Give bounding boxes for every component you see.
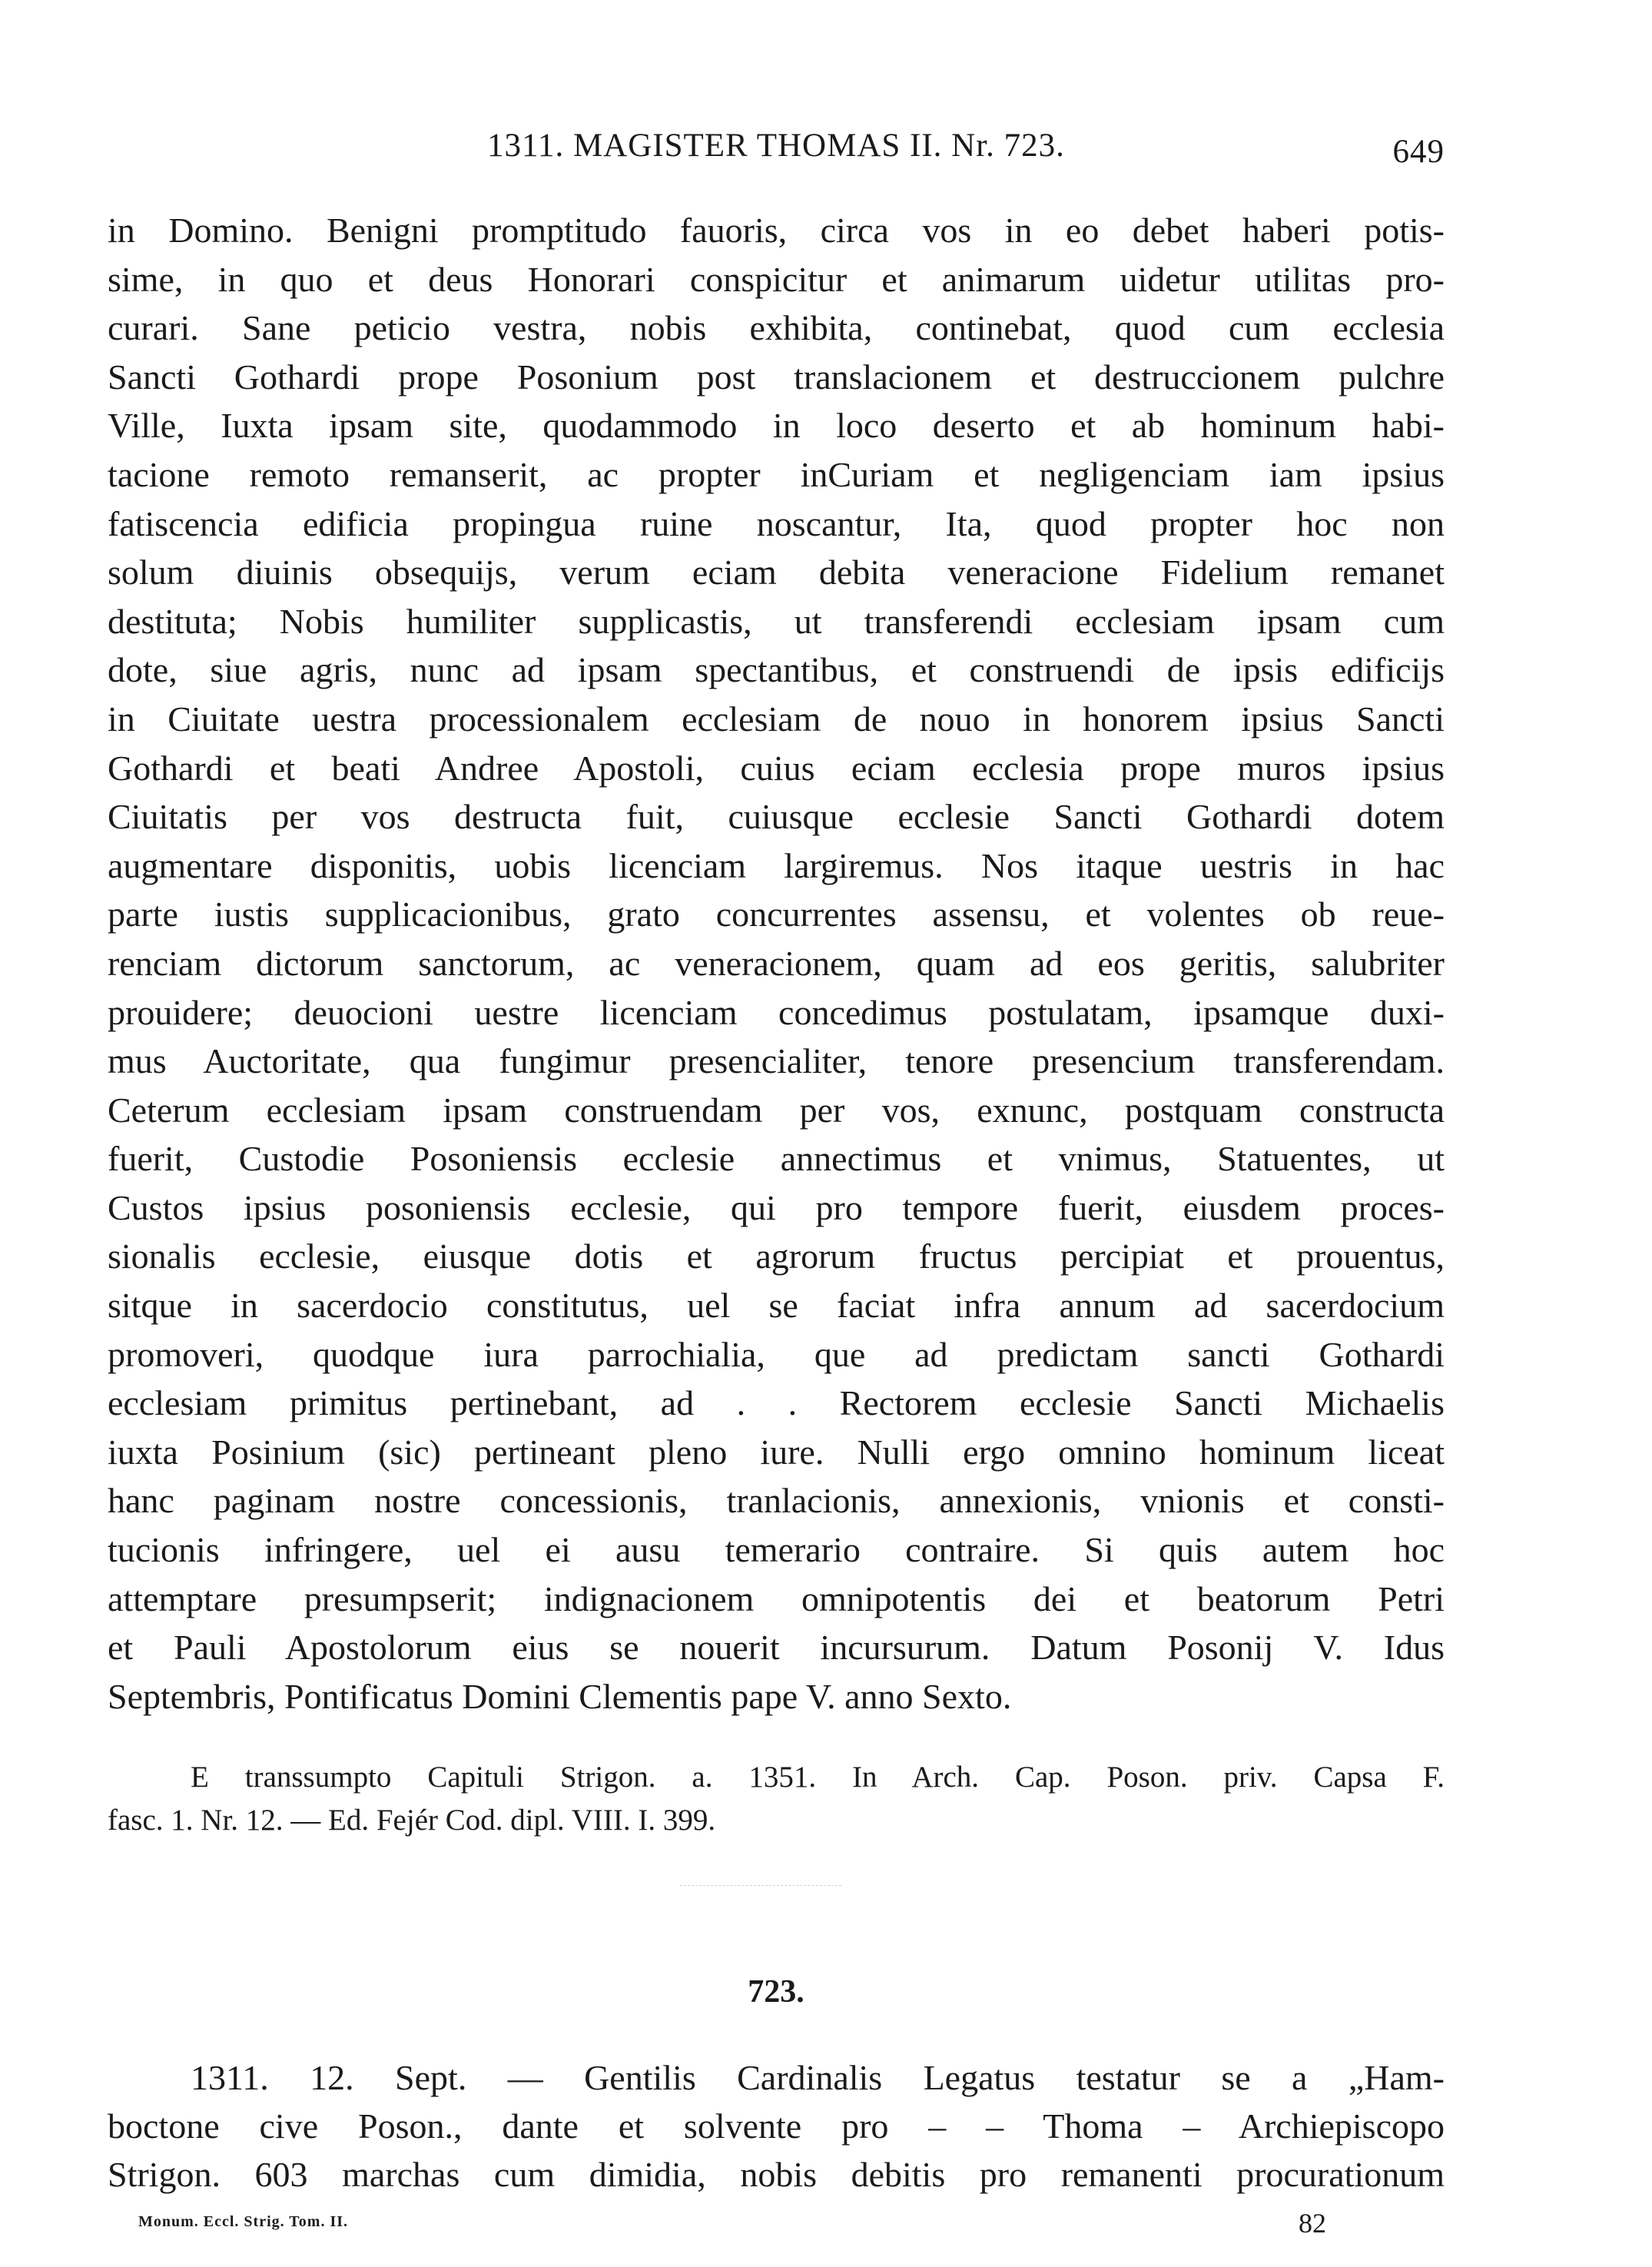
text-line: tacione remoto remanserit, ac propter inCuriam et negligenciam iam ipsius bbox=[108, 454, 1445, 494]
text-line: mus Auctoritate, qua fungimur presencialiter, tenore presencium transferendam. bbox=[108, 1041, 1445, 1081]
text-line: Strigon. 603 marchas cum dimidia, nobis debitis pro remanenti procurationum bbox=[108, 2155, 1445, 2194]
note-line: fasc. 1. Nr. 12. — Ed. Fejér Cod. dipl. VIII. I. 399. bbox=[108, 1804, 716, 1837]
text-line: sitque in sacerdocio constitutus, uel se faciat infra annum ad sacerdocium bbox=[108, 1286, 1445, 1326]
document-number: 723. bbox=[748, 1974, 804, 2010]
text-line: 1311. 12. Sept. — Gentilis Cardinalis Legatus testatur se a „Ham- bbox=[191, 2058, 1445, 2097]
text-line: Septembris, Pontificatus Domini Clementis pape V. anno Sexto. bbox=[108, 1676, 1012, 1716]
text-line: promoveri, quodque iura parrochialia, que ad predictam sancti Gothardi bbox=[108, 1334, 1445, 1374]
text-line: in Ciuitate uestra processionalem ecclesiam de nouo in honorem ipsius Sancti bbox=[108, 699, 1445, 739]
text-line: prouidere; deuocioni uestre licenciam concedimus postulatam, ipsamque duxi- bbox=[108, 992, 1445, 1032]
text-line: Ville, Iuxta ipsam site, quodammodo in loco deserto et ab hominum habi- bbox=[108, 406, 1445, 446]
text-line: iuxta Posinium (sic) pertineant pleno iure. Nulli ergo omnino hominum liceat bbox=[108, 1432, 1445, 1472]
text-line: dote, siue agris, nunc ad ipsam spectantibus, et construendi de ipsis edificijs bbox=[108, 650, 1445, 690]
regest-text bbox=[108, 2053, 1445, 2199]
text-line: augmentare disponitis, uobis licenciam largiremus. Nos itaque uestris in hac bbox=[108, 845, 1445, 885]
text-line: fatiscencia edificia propingua ruine noscantur, Ita, quod propter hoc non bbox=[108, 503, 1445, 543]
text-line: sime, in quo et deus Honorari conspicitur et animarum uidetur utilitas pro- bbox=[108, 259, 1445, 299]
text-line: renciam dictorum sanctorum, ac veneracionem, quam ad eos geritis, salubriter bbox=[108, 943, 1445, 983]
text-line: destituta; Nobis humiliter supplicastis, ut transferendi ecclesiam ipsam cum bbox=[108, 601, 1445, 641]
text-line: Sancti Gothardi prope Posonium post translacionem et destruccionem pulchre bbox=[108, 357, 1445, 397]
text-line: parte iustis supplicacionibus, grato concurrentes assensu, et volentes ob reue- bbox=[108, 895, 1445, 934]
text-line: attemptare presumpserit; indignacionem omnipotentis dei et beatorum Petri bbox=[108, 1578, 1445, 1618]
sheet-number: 82 bbox=[1299, 2208, 1326, 2239]
text-line: et Pauli Apostolorum eius se nouerit incursurum. Datum Posonij V. Idus bbox=[108, 1628, 1445, 1668]
text-line: sionalis ecclesie, eiusque dotis et agrorum fructus percipiat et prouentus, bbox=[108, 1236, 1445, 1276]
running-head bbox=[108, 127, 1445, 173]
text-line: ecclesiam primitus pertinebant, ad . . Rectorem ecclesie Sancti Michaelis bbox=[108, 1383, 1445, 1423]
page-footer bbox=[108, 2207, 1445, 2245]
text-line: curari. Sane peticio vestra, nobis exhibita, continebat, quod cum ecclesia bbox=[108, 308, 1445, 348]
text-line: Ciuitatis per vos destructa fuit, cuiusque ecclesie Sancti Gothardi dotem bbox=[108, 797, 1445, 837]
text-line: hanc paginam nostre concessionis, tranlacionis, annexionis, vnionis et consti- bbox=[108, 1481, 1445, 1521]
running-title: 1311. MAGISTER THOMAS II. Nr. 723. bbox=[487, 128, 1065, 164]
note-line: E transsumpto Capituli Strigon. a. 1351. In Arch. Cap. Poson. priv. Capsa F. bbox=[191, 1761, 1445, 1794]
text-line: boctone cive Poson., dante et solvente pro – – Thoma – Archiepiscopo bbox=[108, 2106, 1445, 2146]
text-line: fuerit, Custodie Posoniensis ecclesie annectimus et vnimus, Statuentes, ut bbox=[108, 1139, 1445, 1179]
text-line: Ceterum ecclesiam ipsam construendam per vos, exnunc, postquam constructa bbox=[108, 1090, 1445, 1130]
text-line: solum diuinis obsequijs, verum eciam debita veneracione Fidelium remanet bbox=[108, 553, 1445, 592]
text-line: Custos ipsius posoniensis ecclesie, qui pro tempore fuerit, eiusdem proces- bbox=[108, 1187, 1445, 1227]
section-divider bbox=[680, 1885, 841, 1886]
page-number: 649 bbox=[1392, 134, 1445, 170]
text-line: in Domino. Benigni promptitudo fauoris, circa vos in eo debet haberi potis- bbox=[108, 211, 1445, 250]
text-line: tucionis infringere, uel ei ausu temerario contraire. Si quis autem hoc bbox=[108, 1530, 1445, 1570]
text-line: Gothardi et beati Andree Apostoli, cuius eciam ecclesia prope muros ipsius bbox=[108, 748, 1445, 788]
charter-text bbox=[108, 206, 1445, 1721]
source-note bbox=[108, 1756, 1445, 1842]
printer-signature: Monum. Eccl. Strig. Tom. II. bbox=[138, 2213, 349, 2230]
